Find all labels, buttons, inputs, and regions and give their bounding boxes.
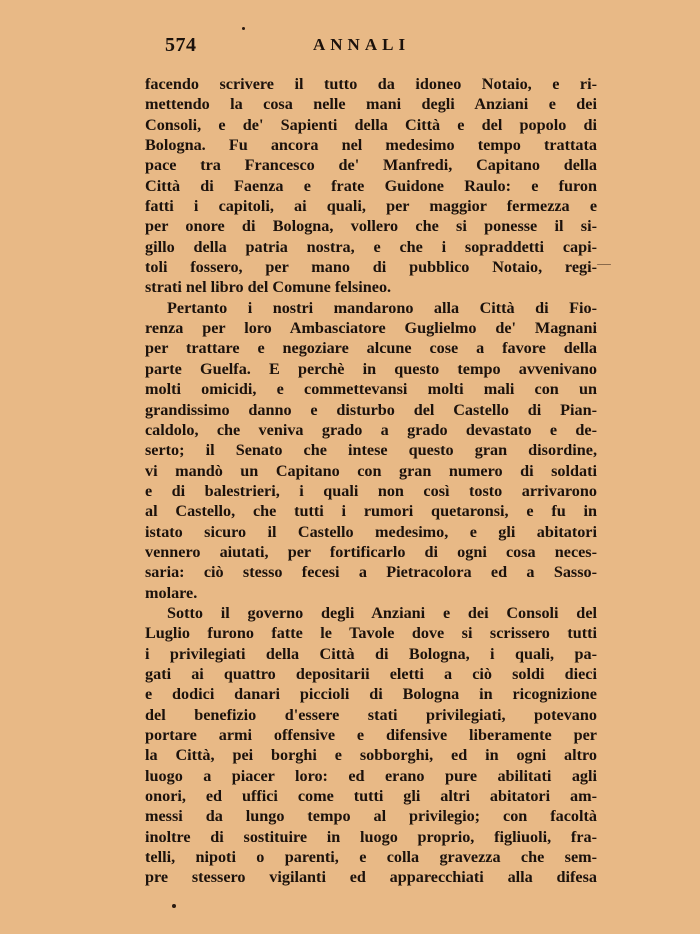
text-line: messi da lungo tempo al privilegio; con facoltà: [145, 807, 597, 826]
text-line: mettendo la cosa nelle mani degli Anziani e dei: [145, 95, 597, 114]
text-line: Sotto il governo degli Anziani e dei Consoli del: [167, 603, 597, 622]
text-line: renza per loro Ambasciatore Guglielmo de' Magnani: [145, 319, 597, 338]
text-line: telli, nipoti o parenti, e colla gravezza che sem-: [145, 848, 597, 867]
text-line: vennero aiutati, per fortificarlo di ogni cosa neces-: [145, 542, 597, 561]
text-line: pace tra Francesco de' Manfredi, Capitano della: [145, 156, 597, 175]
text-line: onori, ed uffici come tutti gli altri abitatori am-: [145, 787, 597, 806]
text-line: saria: ciò stesso fecesi a Pietracolora ed a Sasso-: [145, 563, 597, 582]
text-line: Pertanto i nostri mandarono alla Città di Fio-: [167, 298, 597, 317]
body-text: [145, 74, 597, 888]
running-title: ANNALI: [313, 35, 411, 54]
page-header: [165, 34, 595, 62]
text-line: gati ai quattro depositarii eletti a ciò soldi dieci: [145, 664, 597, 683]
text-line: Bologna. Fu ancora nel medesimo tempo trattata: [145, 136, 597, 155]
text-line: Consoli, e de' Sapienti della Città e del popolo di: [145, 115, 597, 134]
text-line: vi mandò un Capitano con gran numero di soldati: [145, 461, 597, 480]
text-line: istato sicuro il Castello medesimo, e gli abitatori: [145, 522, 597, 541]
text-line: portare armi offensive e difensive liberamente per: [145, 726, 597, 744]
ink-speck: [242, 27, 245, 30]
text-line: i privilegiati della Città di Bologna, i quali, pa-: [145, 644, 597, 663]
text-line: del benefizio d'essere stati privilegiati, potevano: [145, 705, 597, 724]
text-line: pre stessero vigilanti ed apparecchiati alla difesa: [145, 868, 597, 887]
text-line: fatti i capitoli, ai quali, per maggior fermezza e: [145, 197, 597, 216]
text-line: per onore di Bologna, vollero che si ponesse il si-: [145, 217, 597, 236]
text-line: parte Guelfa. E perchè in questo tempo avvenivano: [145, 359, 597, 378]
text-line: e di balestrieri, i quali non così tosto arrivarono: [145, 481, 597, 500]
text-line: inoltre di sostituire in luogo proprio, figliuoli, fra-: [145, 827, 597, 846]
text-line: molti omicidi, e commettevansi molti mali con un: [145, 380, 597, 399]
text-line: Luglio furono fatte le Tavole dove si scrissero tutti: [145, 624, 597, 643]
text-line: Città di Faenza e frate Guidone Raulo: e furon: [145, 176, 597, 195]
text-line: gillo della patria nostra, e che i sopraddetti capi-: [145, 237, 597, 256]
page-number: 574: [165, 34, 197, 56]
text-line: per trattare e negoziare alcune cose a favore della: [145, 339, 597, 358]
text-line: al Castello, che tutti i rumori quetaronsi, e fu in: [145, 502, 597, 521]
text-line: e dodici danari piccioli di Bologna in ricognizione: [145, 685, 597, 704]
text-line: luogo a piacer loro: ed erano pure abilitati agli: [145, 766, 597, 785]
text-line: facendo scrivere il tutto da idoneo Notaio, e ri-: [145, 75, 597, 93]
ink-speck: [597, 264, 611, 265]
text-line: molare.: [145, 583, 198, 602]
text-line: caldolo, che veniva grado a grado devastato e de-: [145, 420, 597, 439]
text-line: la Città, pei borghi e sobborghi, ed in ogni altro: [145, 746, 597, 765]
text-line: serto; il Senato che intese questo gran disordine,: [145, 441, 597, 460]
text-line: toli fossero, per mano di pubblico Notaio, regi-: [145, 258, 597, 277]
text-line: grandissimo danno e disturbo del Castello di Pian-: [145, 400, 597, 419]
ink-speck: [172, 904, 176, 908]
text-line: strati nel libro del Comune felsineo.: [145, 278, 392, 297]
